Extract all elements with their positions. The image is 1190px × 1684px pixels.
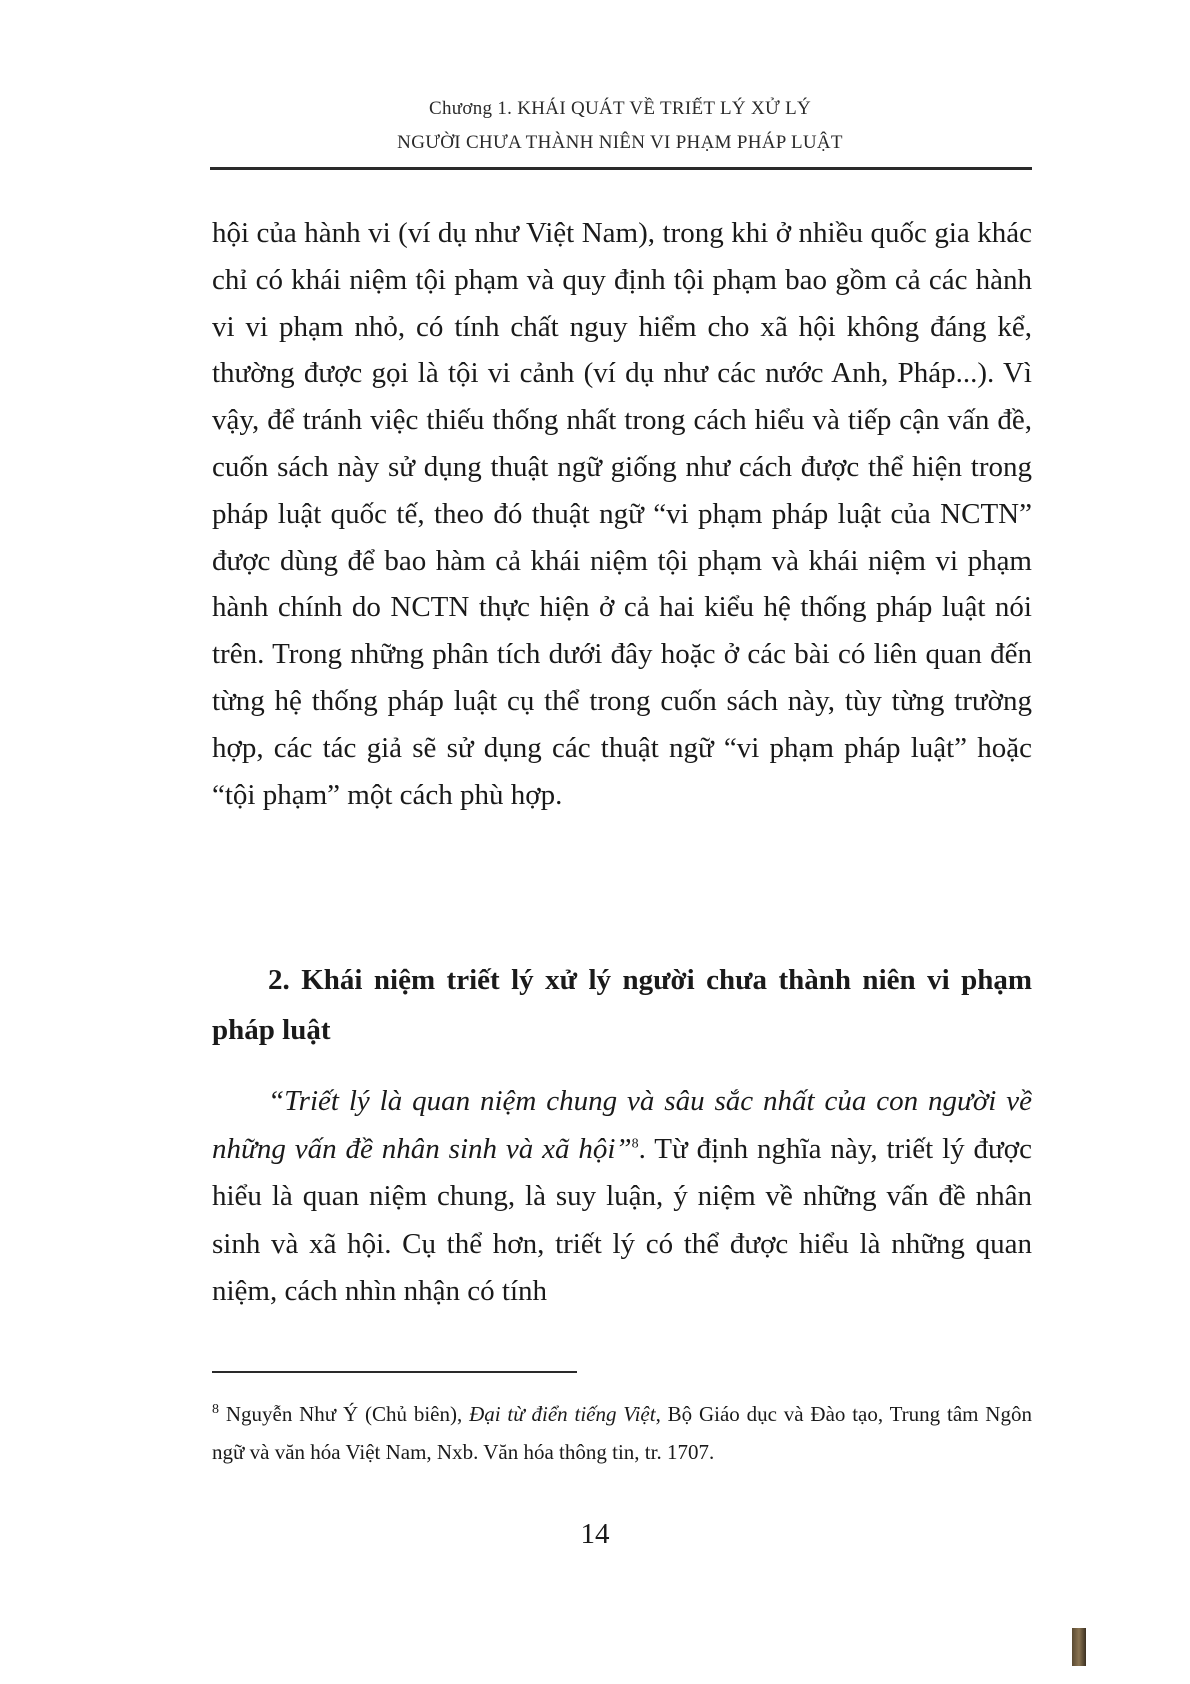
body-paragraph-2-text: . Từ định nghĩa này, triết lý được hiểu là quan niệm chung, là suy luận, ý niệm về những vấn đề nhân sinh và xã hội. Cụ thể hơn, triết lý có thể được hiểu là những quan niệm, cách nhìn nhận có tính (212, 1132, 1032, 1307)
running-header-line-1: Chương 1. KHÁI QUÁT VỀ TRIẾT LÝ XỬ LÝ (428, 98, 812, 119)
footnote-publisher: , Bộ Giáo dục và Đào tạo, Trung tâm Ngôn ngữ và văn hóa Việt Nam, Nxb. Văn hóa thông tin, tr. 1707. (212, 1402, 1032, 1464)
header-divider (210, 167, 1032, 170)
footnote-divider (212, 1371, 577, 1373)
footnote-author: Nguyễn Như Ý (Chủ biên), (219, 1402, 470, 1426)
section-heading: 2. Khái niệm triết lý xử lý người chưa thành niên vi phạm pháp luật (212, 964, 1032, 1046)
running-header-line-2: NGƯỜI CHƯA THÀNH NIÊN VI PHẠM PHÁP LUẬT (397, 132, 843, 153)
page-edge-mark (1072, 1628, 1086, 1666)
running-header (210, 92, 1030, 160)
footnote-book-title: Đại từ điển tiếng Việt (469, 1402, 656, 1426)
footnote-number: 8 (212, 1402, 219, 1417)
body-paragraph-1: hội của hành vi (ví dụ như Việt Nam), trong khi ở nhiều quốc gia khác chỉ có khái niệm tội phạm và quy định tội phạm bao gồm cả các hành vi vi phạm nhỏ, có tính chất nguy hiểm cho xã hội không đáng kể, thường được gọi là tội vi cảnh (ví dụ như các nước Anh, Pháp...). Vì vậy, để tránh việc thiếu thống nhất trong cách hiểu và tiếp cận vấn đề, cuốn sách này sử dụng thuật ngữ giống như cách được thể hiện trong pháp luật quốc tế, theo đó thuật ngữ “vi phạm pháp luật của NCTN” được dùng để bao hàm cả khái niệm tội phạm và khái niệm vi phạm hành chính do NCTN thực hiện ở cả hai kiểu hệ thống pháp luật nói trên. Trong những phân tích dưới đây hoặc ở các bài có liên quan đến từng hệ thống pháp luật cụ thể trong cuốn sách này, tùy từng trường hợp, các tác giả sẽ sử dụng các thuật ngữ “vi phạm pháp luật” hoặc “tội phạm” một cách phù hợp. (212, 217, 1032, 811)
body-paragraph-2 (212, 1078, 1032, 1316)
page-number: 14 (580, 1518, 610, 1550)
footnote (212, 1395, 1032, 1471)
definition-quote: “Triết lý là quan niệm chung và sâu sắc nhất của con người về những vấn đề nhân sinh và xã hội” (212, 1085, 1032, 1165)
footnote-reference[interactable]: 8 (631, 1135, 639, 1151)
